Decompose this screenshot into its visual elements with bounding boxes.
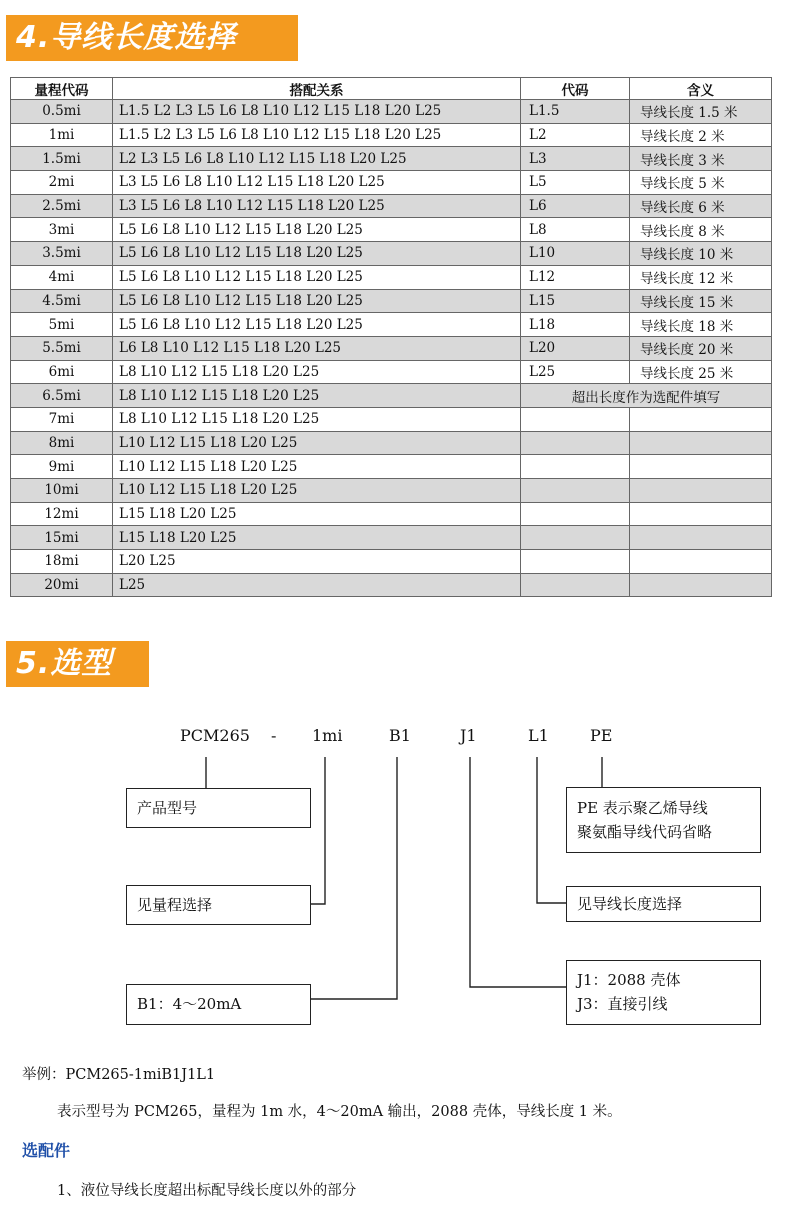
header-range-code: 量程代码	[11, 78, 113, 100]
box-range-selection-text: 见量程选择	[137, 896, 213, 914]
model-part-range: 1mi	[312, 726, 343, 745]
cell-code	[521, 573, 630, 597]
cell-range-code: 15mi	[11, 526, 113, 550]
cell-range-code: 3.5mi	[11, 242, 113, 266]
cell-combination: L5 L6 L8 L10 L12 L15 L18 L20 L25	[113, 313, 521, 337]
model-part-series: PCM265	[180, 726, 250, 745]
box-range-selection	[126, 885, 311, 925]
cell-combination: L8 L10 L12 L15 L18 L20 L25	[113, 407, 521, 431]
box-product-model	[126, 788, 311, 828]
cell-range-code: 18mi	[11, 550, 113, 574]
box-output-signal-text: B1：4～20mA	[137, 995, 242, 1013]
table-row	[11, 100, 772, 124]
options-title: 选配件	[22, 1141, 71, 1160]
box-wire-length-text: 见导线长度选择	[577, 895, 683, 913]
cell-code: L3	[521, 147, 630, 171]
model-part-material: PE	[590, 726, 613, 745]
table-row	[11, 550, 772, 574]
table-row	[11, 526, 772, 550]
model-part-dash: -	[271, 726, 277, 745]
box-housing-line2: J3：直接引线	[577, 995, 668, 1013]
cell-meaning: 导线长度 1.5 米	[630, 100, 772, 124]
cell-range-code: 10mi	[11, 479, 113, 503]
table-row	[11, 171, 772, 195]
box-housing-line1: J1：2088 壳体	[577, 971, 681, 989]
cell-code	[521, 526, 630, 550]
cell-combination: L20 L25	[113, 550, 521, 574]
cell-meaning	[630, 550, 772, 574]
cell-code: L6	[521, 194, 630, 218]
cell-code: L2	[521, 123, 630, 147]
cell-range-code: 0.5mi	[11, 100, 113, 124]
line-output	[311, 757, 397, 999]
table-row	[11, 502, 772, 526]
table-row	[11, 289, 772, 313]
box-output-signal	[126, 984, 311, 1025]
box-wire-length	[566, 886, 761, 922]
table-row	[11, 455, 772, 479]
cell-meaning	[630, 502, 772, 526]
header-code: 代码	[521, 78, 630, 100]
table-row	[11, 123, 772, 147]
cell-meaning: 导线长度 12 米	[630, 265, 772, 289]
cell-combination: L6 L8 L10 L12 L15 L18 L20 L25	[113, 336, 521, 360]
model-part-output: B1	[389, 726, 411, 745]
cell-range-code: 7mi	[11, 407, 113, 431]
cell-code	[521, 502, 630, 526]
cell-code	[521, 550, 630, 574]
section-5-title: 5.选型	[6, 641, 149, 687]
table-row	[11, 431, 772, 455]
cell-code: L5	[521, 171, 630, 195]
cell-range-code: 2mi	[11, 171, 113, 195]
cell-meaning: 导线长度 18 米	[630, 313, 772, 337]
cell-combination: L25	[113, 573, 521, 597]
model-selection-diagram	[0, 700, 790, 1040]
cell-meaning: 导线长度 8 米	[630, 218, 772, 242]
cell-combination: L8 L10 L12 L15 L18 L20 L25	[113, 384, 521, 408]
table-row	[11, 313, 772, 337]
table-row	[11, 573, 772, 597]
table-row	[11, 407, 772, 431]
cell-range-code: 1mi	[11, 123, 113, 147]
header-combination: 搭配关系	[113, 78, 521, 100]
cell-meaning: 导线长度 10 米	[630, 242, 772, 266]
cell-range-code: 5mi	[11, 313, 113, 337]
box-wire-material-line2: 聚氨酯导线代码省略	[577, 823, 713, 841]
cell-combination: L15 L18 L20 L25	[113, 526, 521, 550]
table-row	[11, 147, 772, 171]
cell-combination: L1.5 L2 L3 L5 L6 L8 L10 L12 L15 L18 L20 L25	[113, 123, 521, 147]
table-row	[11, 336, 772, 360]
cell-code: L15	[521, 289, 630, 313]
cell-meaning	[630, 526, 772, 550]
cell-code: L8	[521, 218, 630, 242]
cell-combination: L5 L6 L8 L10 L12 L15 L18 L20 L25	[113, 218, 521, 242]
cell-code: L25	[521, 360, 630, 384]
cell-combination: L3 L5 L6 L8 L10 L12 L15 L18 L20 L25	[113, 194, 521, 218]
cell-combination: L5 L6 L8 L10 L12 L15 L18 L20 L25	[113, 242, 521, 266]
table-row	[11, 194, 772, 218]
table-row	[11, 265, 772, 289]
cell-code: L20	[521, 336, 630, 360]
cell-combination: L3 L5 L6 L8 L10 L12 L15 L18 L20 L25	[113, 171, 521, 195]
cell-meaning	[630, 455, 772, 479]
cell-combination: L5 L6 L8 L10 L12 L15 L18 L20 L25	[113, 265, 521, 289]
cell-combination: L10 L12 L15 L18 L20 L25	[113, 431, 521, 455]
model-part-length: L1	[528, 726, 549, 745]
line-range	[311, 757, 325, 904]
cell-range-code: 1.5mi	[11, 147, 113, 171]
model-part-housing: J1	[460, 726, 477, 745]
cell-range-code: 6mi	[11, 360, 113, 384]
cell-combination: L8 L10 L12 L15 L18 L20 L25	[113, 360, 521, 384]
cell-code: L10	[521, 242, 630, 266]
cell-combination: L15 L18 L20 L25	[113, 502, 521, 526]
table-row	[11, 218, 772, 242]
box-wire-material-line1: PE 表示聚乙烯导线	[577, 799, 708, 817]
cell-meaning: 导线长度 20 米	[630, 336, 772, 360]
cell-range-code: 4.5mi	[11, 289, 113, 313]
cell-code: L12	[521, 265, 630, 289]
table-row	[11, 360, 772, 384]
cell-meaning: 导线长度 2 米	[630, 123, 772, 147]
cell-code: L18	[521, 313, 630, 337]
cell-meaning	[630, 573, 772, 597]
line-length	[537, 757, 566, 903]
cell-range-code: 20mi	[11, 573, 113, 597]
cell-meaning: 导线长度 3 米	[630, 147, 772, 171]
line-housing	[470, 757, 566, 987]
cell-meaning	[630, 407, 772, 431]
cell-code: L1.5	[521, 100, 630, 124]
example-label: 举例：PCM265-1miB1J1L1	[22, 1067, 216, 1083]
cell-code	[521, 479, 630, 503]
cell-meaning	[630, 479, 772, 503]
cell-combination: L5 L6 L8 L10 L12 L15 L18 L20 L25	[113, 289, 521, 313]
cell-code	[521, 455, 630, 479]
table-header-row	[11, 78, 772, 100]
cell-range-code: 6.5mi	[11, 384, 113, 408]
cell-combination: L10 L12 L15 L18 L20 L25	[113, 479, 521, 503]
cell-combination: L10 L12 L15 L18 L20 L25	[113, 455, 521, 479]
cell-range-code: 2.5mi	[11, 194, 113, 218]
cell-range-code: 8mi	[11, 431, 113, 455]
cell-meaning: 导线长度 5 米	[630, 171, 772, 195]
cell-range-code: 12mi	[11, 502, 113, 526]
cell-meaning: 导线长度 6 米	[630, 194, 772, 218]
table-row	[11, 384, 772, 408]
cell-range-code: 4mi	[11, 265, 113, 289]
wire-length-table	[10, 77, 772, 597]
table-row	[11, 242, 772, 266]
section-4-title: 4.导线长度选择	[6, 15, 298, 61]
cell-code	[521, 407, 630, 431]
example-description: 表示型号为 PCM265，量程为 1m 水，4～20mA 输出，2088 壳体，导线长度 1 米。	[57, 1104, 622, 1120]
cell-combination: L1.5 L2 L3 L5 L6 L8 L10 L12 L15 L18 L20 L25	[113, 100, 521, 124]
cell-range-code: 5.5mi	[11, 336, 113, 360]
table-row	[11, 479, 772, 503]
options-item: 1、液位导线长度超出标配导线长度以外的部分	[57, 1183, 357, 1199]
cell-code	[521, 431, 630, 455]
header-meaning: 含义	[630, 78, 772, 100]
cell-meaning: 导线长度 25 米	[630, 360, 772, 384]
cell-meaning	[630, 431, 772, 455]
box-product-model-text: 产品型号	[137, 799, 198, 817]
box-wire-material	[566, 787, 761, 853]
cell-range-code: 3mi	[11, 218, 113, 242]
cell-range-code: 9mi	[11, 455, 113, 479]
cell-note: 超出长度作为选配件填写	[521, 384, 772, 408]
box-housing	[566, 960, 761, 1025]
cell-meaning: 导线长度 15 米	[630, 289, 772, 313]
cell-combination: L2 L3 L5 L6 L8 L10 L12 L15 L18 L20 L25	[113, 147, 521, 171]
